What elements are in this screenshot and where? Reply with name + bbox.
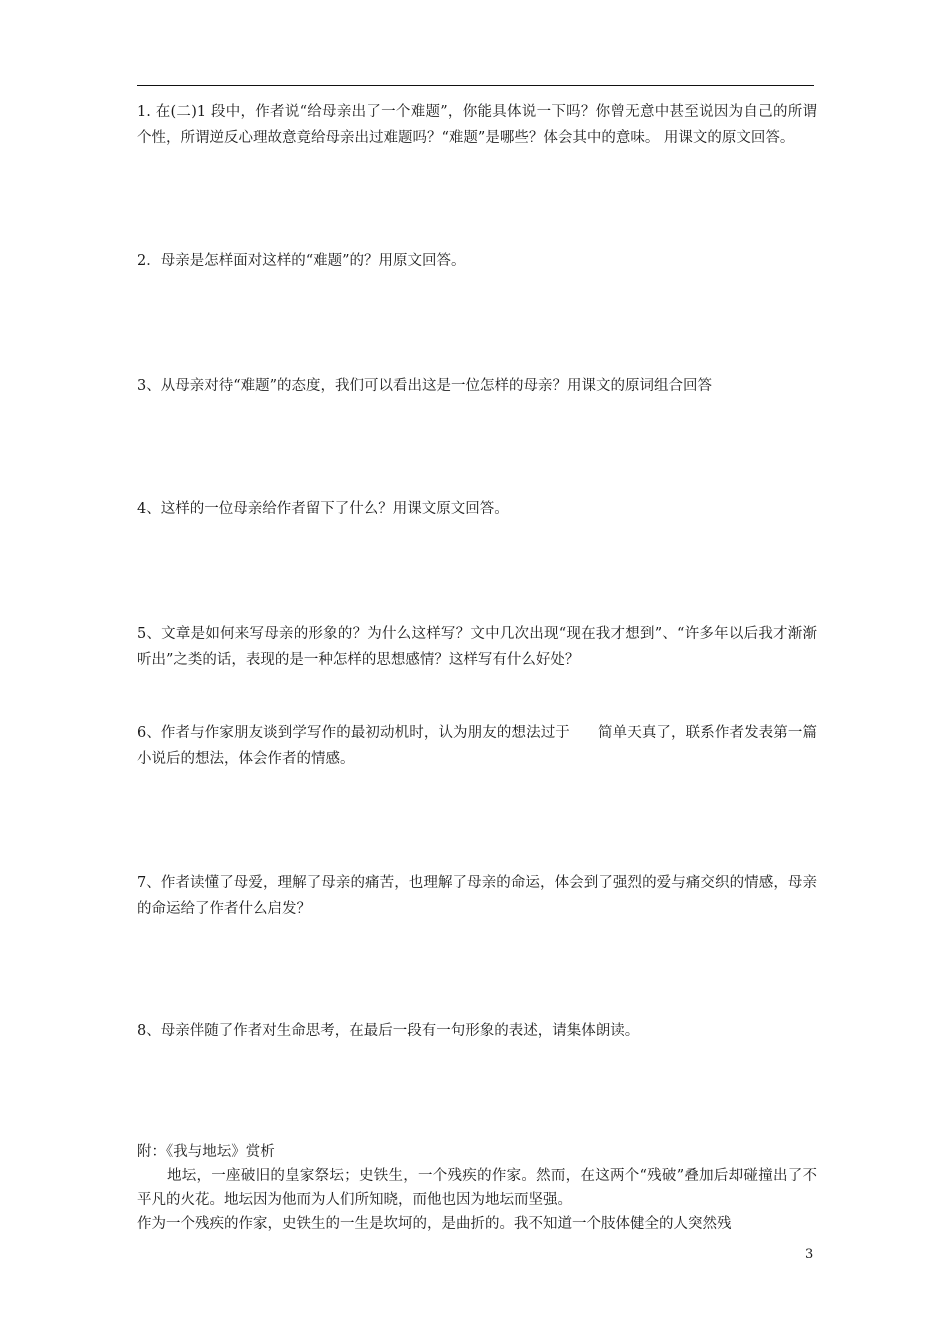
header-rule xyxy=(137,85,814,86)
appendix-paragraph-2: 作为一个残疾的作家，史铁生的一生是坎坷的，是曲折的。我不知道一个肢体健全的人突然残 xyxy=(137,1216,732,1232)
appendix-heading: 附：《我与地坛》赏析 xyxy=(137,1144,275,1160)
question-5: 5、文章是如何来写母亲的形象的？为什么这样写？文中几次出现“现在我才想到”、“许多年以后我才渐渐听出”之类的话，表现的是一种怎样的思想感情？这样写有什么好处？ xyxy=(137,626,817,668)
question-2: 2．母亲是怎样面对这样的“难题”的？用原文回答。 xyxy=(137,253,466,269)
question-6-part-1: 6、作者与作家朋友谈到学写作的最初动机时，认为朋友的想法过于 xyxy=(137,725,570,741)
question-3: 3、从母亲对待“难题”的态度，我们可以看出这是一位怎样的母亲？用课文的原词组合回答 xyxy=(137,378,713,394)
question-1: 1. 在(二)1 段中，作者说“给母亲出了一个难题”，你能具体说一下吗？你曾无意中甚至说因为自己的所谓个性，所谓逆反心理故意竟给母亲出过难题吗？“难题”是哪些？体会其中的意味。 用课文的原文回答。 xyxy=(137,104,817,146)
appendix-paragraph-1: 地坛，一座破旧的皇家祭坛；史铁生，一个残疾的作家。然而，在这两个“残破”叠加后却碰撞出了不平凡的火花。地坛因为他而为人们所知晓，而他也因为地坛而坚强。 xyxy=(137,1168,817,1208)
question-4: 4、这样的一位母亲给作者留下了什么？用课文原文回答。 xyxy=(137,501,509,517)
page-number: 3 xyxy=(805,1247,814,1262)
question-6 xyxy=(137,720,817,772)
question-6-part-2: 简单天真了，联系作者发表第一篇小说后的想法，体会作者的情感。 xyxy=(137,725,817,767)
question-7: 7、作者读懂了母爱，理解了母亲的痛苦，也理解了母亲的命运，体会到了强烈的爱与痛交织的情感，母亲的命运给了作者什么启发？ xyxy=(137,875,817,917)
appendix-section xyxy=(137,1140,817,1236)
question-8: 8、母亲伴随了作者对生命思考，在最后一段有一句形象的表述，请集体朗读。 xyxy=(137,1023,640,1039)
